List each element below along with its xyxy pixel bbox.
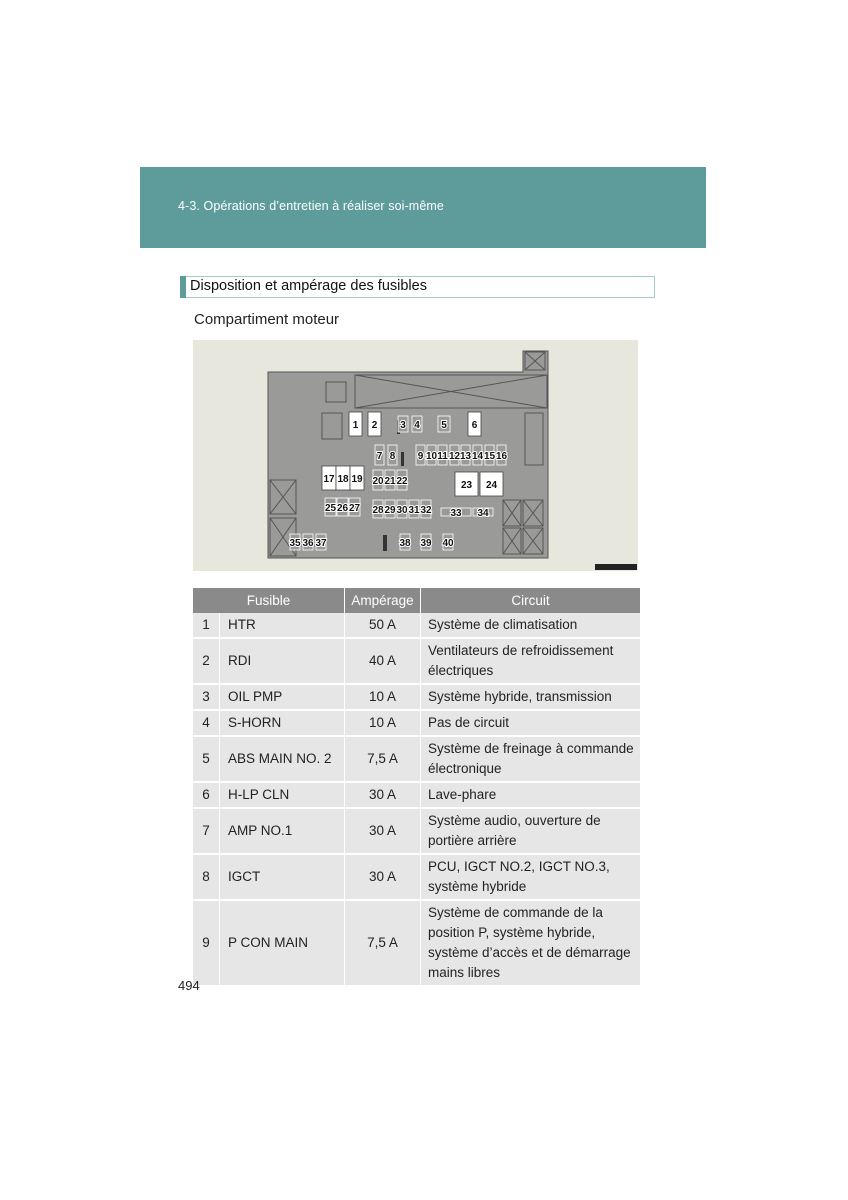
fuse-number-28: 28: [372, 505, 384, 516]
fuse-table: [193, 588, 640, 987]
fuse-number-19: 19: [351, 474, 363, 485]
fuse-number-16: 16: [495, 451, 508, 462]
fuse-number-12: 12: [448, 451, 461, 462]
table-row: [193, 808, 640, 854]
fuse-amperage: 40 A: [345, 638, 421, 684]
row-number: 6: [193, 782, 220, 808]
fuse-number-6: 6: [471, 420, 478, 431]
fuse-amperage: 30 A: [345, 782, 421, 808]
fuse-number-13: 13: [459, 451, 472, 462]
fuse-circuit: Système hybride, transmission: [421, 684, 641, 710]
section-heading-marker: [180, 276, 186, 298]
table-row: [193, 782, 640, 808]
fuse-circuit: Pas de circuit: [421, 710, 641, 736]
chapter-title: 4-3. Opérations d’entretien à réaliser soi-même: [178, 199, 444, 213]
fuse-number-5: 5: [441, 420, 447, 431]
fuse-number-27: 27: [348, 503, 361, 514]
fuse-number-38: 38: [399, 538, 411, 549]
fuse-number-40: 40: [442, 538, 454, 549]
fuse-number-18: 18: [337, 474, 349, 485]
fuse-amperage: 10 A: [345, 684, 421, 710]
fuse-number-11: 11: [437, 451, 448, 462]
row-number: 5: [193, 736, 220, 782]
fuse-number-2: 2: [371, 420, 378, 431]
fuse-number-1: 1: [352, 420, 359, 431]
fuse-number-23: 23: [460, 480, 473, 491]
fuse-number-36: 36: [302, 538, 314, 549]
fuse-circuit: Lave-phare: [421, 782, 641, 808]
fuse-name: ABS MAIN NO. 2: [220, 736, 345, 782]
fuse-name: HTR: [220, 613, 345, 638]
table-row: [193, 854, 640, 900]
fuse-name: RDI: [220, 638, 345, 684]
header-fuse: Fusible: [193, 588, 345, 613]
fuse-number-3: 3: [400, 420, 406, 431]
fuse-number-17: 17: [323, 474, 335, 485]
fuse-number-8: 8: [389, 451, 396, 462]
table-row: [193, 710, 640, 736]
fuse-number-7: 7: [376, 451, 383, 462]
fuse-number-24: 24: [485, 480, 498, 491]
table-row: [193, 613, 640, 638]
fuse-amperage: 10 A: [345, 710, 421, 736]
fuse-amperage: 50 A: [345, 613, 421, 638]
row-number: 3: [193, 684, 220, 710]
fuse-number-22: 22: [396, 476, 408, 487]
fuse-name: S-HORN: [220, 710, 345, 736]
row-number: 8: [193, 854, 220, 900]
page-number: 494: [178, 978, 200, 993]
table-row: [193, 638, 640, 684]
fuse-circuit: Ventilateurs de refroidissement électriques: [421, 638, 641, 684]
fuse-number-10: 10: [425, 451, 438, 462]
fuse-number-34: 34: [477, 508, 489, 519]
fuse-number-33: 33: [450, 508, 462, 519]
section-title: Disposition et ampérage des fusibles: [190, 278, 427, 294]
fuse-box-svg: [193, 340, 638, 571]
fuse-number-35: 35: [289, 538, 301, 549]
fuse-circuit: Système de climatisation: [421, 613, 641, 638]
chapter-header-band: [140, 167, 706, 248]
fuse-number-25: 25: [324, 503, 337, 514]
fuse-circuit: Système de commande de la position P, système hybride, système d’accès et de démarrage mains libres: [421, 900, 641, 986]
fuse-number-20: 20: [372, 476, 384, 487]
fuse-name: OIL PMP: [220, 684, 345, 710]
row-number: 1: [193, 613, 220, 638]
fuse-number-26: 26: [336, 503, 349, 514]
fuse-number-15: 15: [483, 451, 496, 462]
table-row: [193, 736, 640, 782]
fuse-number-4: 4: [414, 420, 420, 431]
fuse-name: P CON MAIN: [220, 900, 345, 986]
fuse-number-29: 29: [384, 505, 396, 516]
table-row: [193, 900, 640, 986]
fuse-circuit: Système audio, ouverture de portière arrière: [421, 808, 641, 854]
fuse-amperage: 30 A: [345, 854, 421, 900]
fuse-box-diagram: [193, 340, 638, 571]
table-row: [193, 684, 640, 710]
fuse-number-14: 14: [471, 451, 484, 462]
row-number: 2: [193, 638, 220, 684]
row-number: 9: [193, 900, 220, 986]
section-heading: [181, 276, 655, 298]
header-circuit: Circuit: [421, 588, 641, 613]
fuse-amperage: 7,5 A: [345, 736, 421, 782]
fuse-number-37: 37: [315, 538, 327, 549]
fuse-number-39: 39: [420, 538, 432, 549]
fuse-amperage: 30 A: [345, 808, 421, 854]
fuse-number-32: 32: [420, 505, 432, 516]
fuse-name: AMP NO.1: [220, 808, 345, 854]
header-amperage: Ampérage: [345, 588, 421, 613]
fuse-amperage: 7,5 A: [345, 900, 421, 986]
fuse-number-9: 9: [417, 451, 424, 462]
fuse-circuit: PCU, IGCT NO.2, IGCT NO.3, système hybride: [421, 854, 641, 900]
table-header-row: [193, 588, 640, 613]
subsection-title: Compartiment moteur: [194, 311, 340, 328]
fuse-name: IGCT: [220, 854, 345, 900]
fuse-name: H-LP CLN: [220, 782, 345, 808]
fuse-number-21: 21: [384, 476, 396, 487]
fuse-circuit: Système de freinage à commande électronique: [421, 736, 641, 782]
row-number: 7: [193, 808, 220, 854]
fuse-number-30: 30: [396, 505, 408, 516]
row-number: 4: [193, 710, 220, 736]
fuse-number-31: 31: [408, 505, 420, 516]
